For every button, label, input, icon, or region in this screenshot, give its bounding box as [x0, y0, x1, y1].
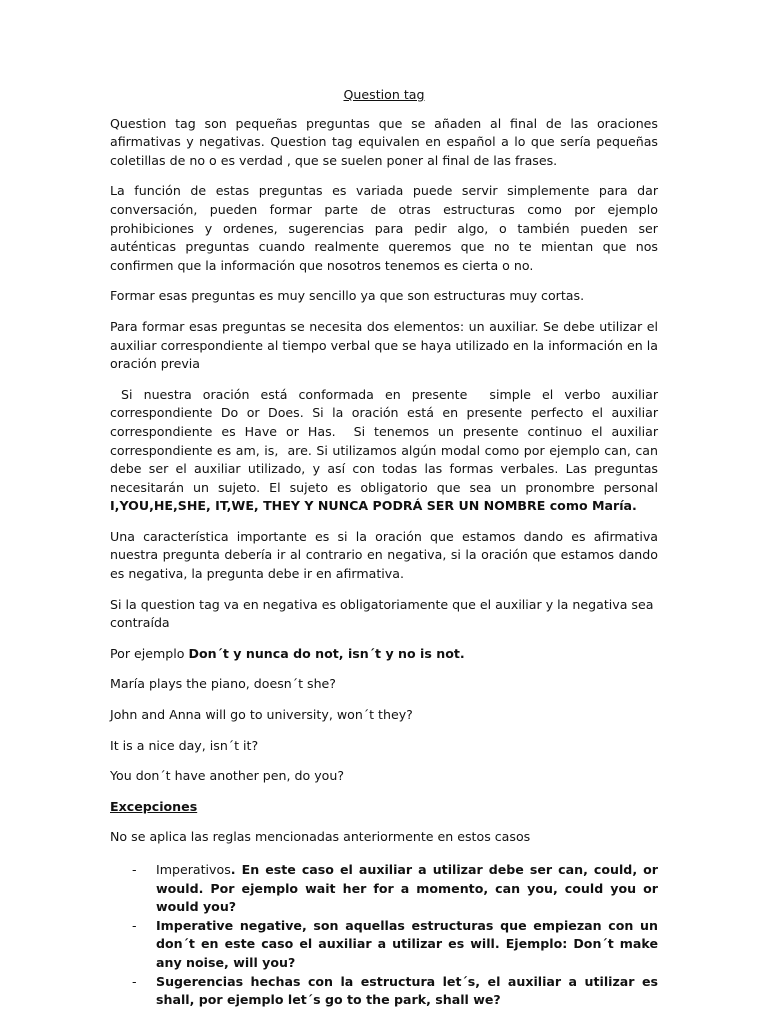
- example-sentence-3: It is a nice day, isn´t it?: [110, 737, 259, 753]
- paragraph-example-intro: [110, 645, 658, 664]
- paragraph-elements: Para formar esas preguntas se necesita dos elementos: un auxiliar. Se debe utilizar el auxiliar correspondiente al tiempo verbal que se haya utilizado en la información en la oración previa: [110, 318, 658, 372]
- example-intro-contractions: Don´t y nunca do not, isn´t y no is not.: [188, 645, 465, 661]
- paragraph-characteristic: Una característica importante es si la oración que estamos dando es afirmativa nuestra pregunta debería ir al contrario en negativa, si la oración que estamos dando es negativa, la pregunta debe ir en afirmativa.: [110, 528, 658, 582]
- paragraph-definition: Question tag son pequeñas preguntas que se añaden al final de las oraciones afirmativas y negativas. Question tag equivalen en español a lo que sería pequeñas coletillas de no o es verdad , que se suelen poner al final de las frases.: [110, 115, 658, 168]
- exceptions-heading: Excepciones: [110, 798, 198, 814]
- exception-imperatives-text: . En este caso el auxiliar a utilizar debe ser can, could, or would. Por ejemplo wait her for a momento, can you, could you or would you?: [156, 862, 658, 915]
- exception-item-imperatives: [110, 861, 658, 917]
- example-sentence-2: John and Anna will go to university, won´t they?: [110, 707, 413, 723]
- paragraph-auxiliaries-text: Si nuestra oración está conformada en presente simple el verbo auxiliar correspondiente Do or Does. Si la oración está en presente perfecto el auxiliar correspondiente es Have or Has. Si tenemos un presente continuo el auxiliar correspondiente es am, is, are. Si utilizamos algún modal como por ejemplo can, can debe ser el auxiliar utilizado, y así con todas las formas verbales. Las preguntas necesitarán un sujeto. El sujeto es obligatorio que sea un pronombre personal: [110, 386, 663, 495]
- paragraph-auxiliaries: [110, 386, 663, 516]
- exceptions-intro: No se aplica las reglas mencionadas anteriormente en estos casos: [110, 829, 531, 845]
- paragraph-formation: Formar esas preguntas es muy sencillo ya que son estructuras muy cortas.: [110, 288, 585, 304]
- exception-item-imperative-negative: [110, 917, 658, 973]
- paragraph-auxiliaries-pronouns: I,YOU,HE,SHE, IT,WE, THEY Y NUNCA PODRÁ SER UN NOMBRE como María.: [110, 498, 637, 514]
- example-sentence-4: You don´t have another pen, do you?: [110, 768, 345, 784]
- list-dash: -: [132, 862, 137, 877]
- exception-imperatives-label: Imperativos: [156, 862, 231, 877]
- exceptions-list: [110, 861, 658, 1010]
- document-body: [110, 86, 663, 1010]
- exception-suggestions-text: Sugerencias hechas con la estructura let´s, el auxiliar a utilizar es shall, por ejemplo let´s go to the park, shall we?: [156, 973, 658, 1008]
- list-dash: -: [132, 973, 137, 989]
- exception-item-suggestions: [110, 973, 658, 1010]
- paragraph-function: La función de estas preguntas es variada puede servir simplemente para dar conversación, pueden formar parte de otras estructuras como por ejemplo prohibiciones y ordenes, sugerencias para pedir algo, o también pueden ser auténticas preguntas cuando realmente queremos que no te mientan que nos confirmen que la información que nosotros tenemos es cierta o no.: [110, 183, 658, 273]
- document-title: Question tag: [343, 87, 425, 102]
- example-intro-text: Por ejemplo: [110, 645, 189, 661]
- exception-imperative-negative-text: Imperative negative, son aquellas estructuras que empiezan con un don´t en este caso el auxiliar a utilizar es will. Ejemplo: Don´t make any noise, will you?: [156, 917, 658, 970]
- paragraph-contraction: Si la question tag va en negativa es obligatoriamente que el auxiliar y la negativa sea contraída: [110, 596, 654, 631]
- example-sentence-1: María plays the piano, doesn´t she?: [110, 676, 336, 692]
- list-dash: -: [132, 917, 137, 933]
